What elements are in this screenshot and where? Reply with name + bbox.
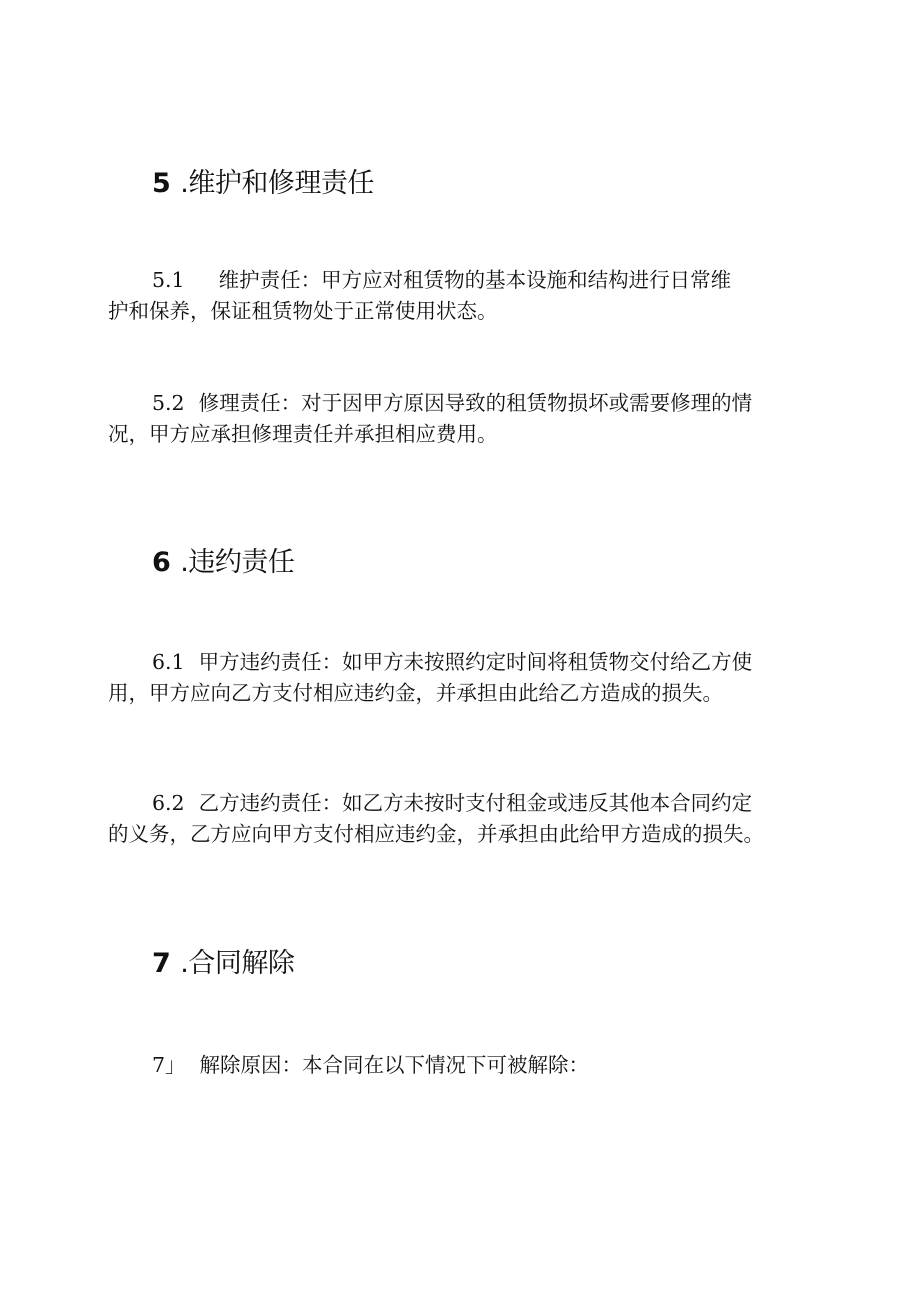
section-number: 7 xyxy=(152,948,171,979)
section-title: .违约责任 xyxy=(180,547,295,578)
clause-number: 5.2 xyxy=(152,391,185,415)
clause-text: 解除原因：本合同在以下情况下可被解除： xyxy=(199,1053,590,1077)
clause-line xyxy=(108,265,824,296)
clause-line xyxy=(108,1050,824,1081)
clause-line: 况，甲方应承担修理责任并承担相应费用。 xyxy=(108,422,498,446)
clause-text: 甲方违约责任：如甲方未按照约定时间将租赁物交付给乙方使 xyxy=(198,650,753,674)
section-number: 6 xyxy=(152,547,171,578)
clause-6-2 xyxy=(108,788,824,850)
section-heading-7 xyxy=(152,946,294,982)
clause-6-1 xyxy=(108,647,824,709)
clause-number: 7」 xyxy=(152,1053,186,1077)
clause-line: 的义务，乙方应向甲方支付相应违约金，并承担由此给甲方造成的损失。 xyxy=(108,822,764,846)
clause-number: 5.1 xyxy=(152,268,185,292)
section-number: 5 xyxy=(152,168,171,199)
clause-text: 乙方违约责任：如乙方未按时支付租金或违反其他本合同约定 xyxy=(198,791,753,815)
clause-5-1 xyxy=(108,265,824,327)
clause-text: 修理责任：对于因甲方原因导致的租赁物损坏或需要修理的情 xyxy=(198,391,753,415)
clause-line xyxy=(108,788,824,819)
clause-7-1 xyxy=(108,1050,824,1081)
section-title: .合同解除 xyxy=(180,948,295,979)
clause-5-2 xyxy=(108,388,824,450)
clause-text: 维护责任：甲方应对租赁物的基本设施和结构进行日常维 xyxy=(218,268,732,292)
clause-line: 护和保养，保证租赁物处于正常使用状态。 xyxy=(108,299,498,323)
section-heading-5 xyxy=(152,166,374,202)
clause-number: 6.2 xyxy=(152,791,185,815)
clause-line xyxy=(108,388,824,419)
clause-line: 用，甲方应向乙方支付相应违约金，并承担由此给乙方造成的损失。 xyxy=(108,681,723,705)
clause-number: 6.1 xyxy=(152,650,185,674)
section-title: .维护和修理责任 xyxy=(180,168,374,199)
section-heading-6 xyxy=(152,545,294,581)
clause-line xyxy=(108,647,824,678)
